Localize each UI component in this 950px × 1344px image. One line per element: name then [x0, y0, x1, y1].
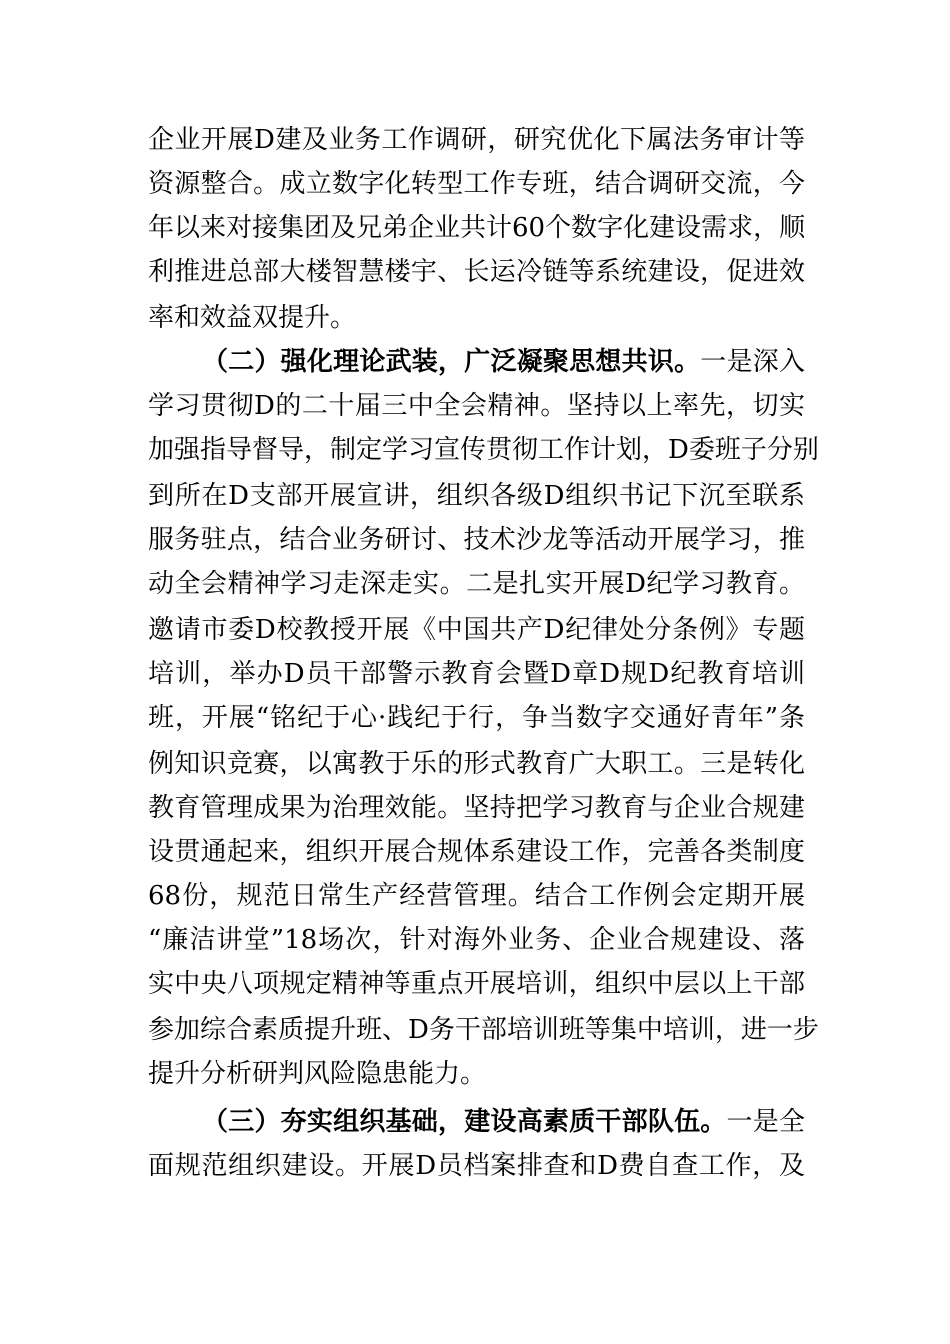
text-line: 参加综合素质提升班、D务干部培训班等集中培训，进一步 [148, 1015, 819, 1045]
text-line: 教育管理成果为治理效能。坚持把学习教育与企业合规建 [148, 793, 805, 823]
section-heading-line [202, 1102, 805, 1142]
section-heading: （三）夯实组织基础，建设高素质干部队伍。 [202, 1107, 727, 1137]
text-line: 班，开展“铭纪于心·践纪于行，争当数字交通好青年”条 [148, 703, 805, 733]
text-line: 服务驻点，结合业务研讨、技术沙龙等活动开展学习，推 [148, 525, 805, 555]
text-line: 加强指导督导，制定学习宣传贯彻工作计划，D委班子分别 [148, 435, 819, 465]
text-line: 设贯通起来，组织开展合规体系建设工作，完善各类制度 [148, 837, 805, 867]
text-line: 利推进总部大楼智慧楼宇、长运冷链等系统建设，促进效 [148, 257, 805, 287]
section-heading-line [202, 342, 805, 382]
text-run: 一是深入 [700, 347, 805, 377]
text-line: 企业开展D建及业务工作调研，研究优化下属法务审计等 [148, 125, 805, 155]
text-line: 面规范组织建设。开展D员档案排查和D费自查工作，及 [148, 1151, 805, 1181]
text-line: 学习贯彻D的二十届三中全会精神。坚持以上率先，切实 [148, 391, 805, 421]
text-line: 动全会精神学习走深走实。二是扎实开展D纪学习教育。 [148, 569, 805, 599]
text-line: 邀请市委D校教授开展《中国共产D纪律处分条例》专题 [148, 615, 805, 645]
text-line: 提升分析研判风险隐患能力。 [148, 1059, 487, 1089]
text-line: 实中央八项规定精神等重点开展培训，组织中层以上干部 [148, 969, 805, 999]
text-line: 率和效益双提升。 [148, 303, 357, 333]
text-line: 年以来对接集团及兄弟企业共计60个数字化建设需求，顺 [148, 213, 806, 243]
section-heading: （二）强化理论武装，广泛凝聚思想共识。 [202, 347, 701, 377]
text-line: 资源整合。成立数字化转型工作专班，结合调研交流，今 [148, 169, 805, 199]
text-run: 一是全 [726, 1107, 805, 1137]
text-line: 68份，规范日常生产经营管理。结合工作例会定期开展 [148, 881, 805, 911]
text-line: 到所在D支部开展宣讲，组织各级D组织书记下沉至联系 [148, 481, 805, 511]
text-line: 培训，举办D员干部警示教育会暨D章D规D纪教育培训 [148, 659, 805, 689]
text-line: “廉洁讲堂”18场次，针对海外业务、企业合规建设、落 [148, 925, 805, 955]
text-line: 例知识竞赛，以寓教于乐的形式教育广大职工。三是转化 [148, 749, 805, 779]
